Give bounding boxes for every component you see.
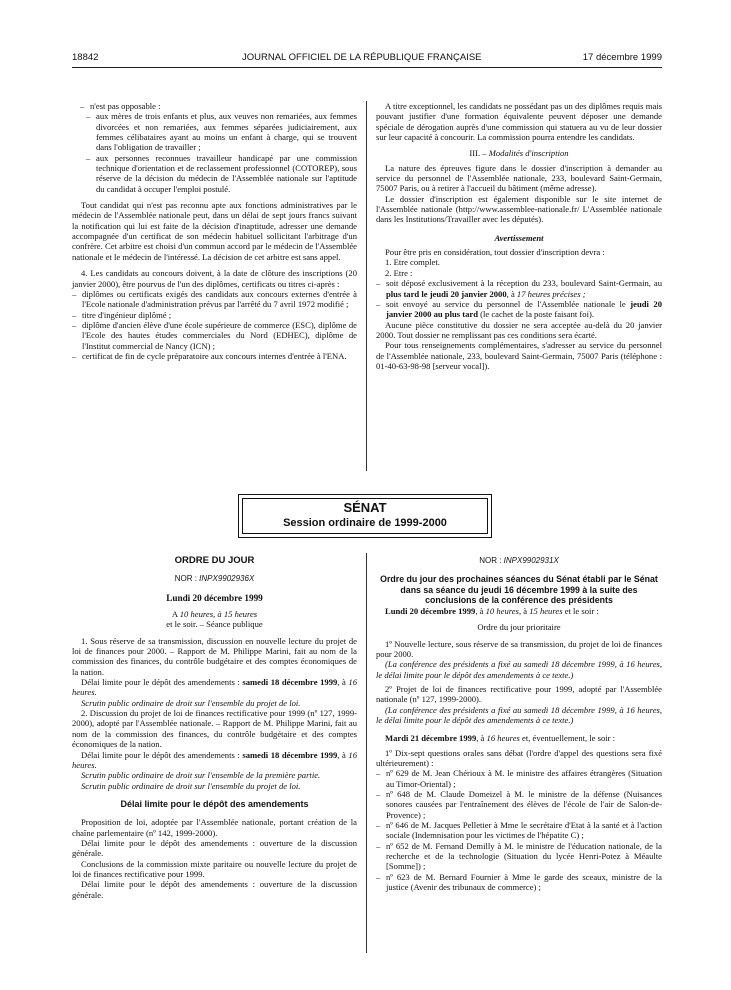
journal-title: JOURNAL OFFICIEL DE LA RÉPUBLIQUE FRANÇAISE [242, 52, 482, 63]
list-item: – aux mères de trois enfants et plus, aux veuves non remariées, aux femmes divorcées et non remariées, aux femmes séparées judiciairement, aux femmes célibataires ayant au moins un enfant à charge, qui se trouvent dans l'obligation de travailler ; [72, 111, 357, 152]
paragraph: 1º Nouvelle lecture, sous réserve de sa transmission, du projet de loi de finances pour 2000. [376, 638, 662, 659]
right-column-bottom [376, 556, 662, 892]
day-heading: Mardi 21 décembre 1999, à 16 heures et, éventuellement, le soir : [385, 733, 616, 744]
list-item: – nº 623 de M. Bernard Fournier à Mme le garde des sceaux, ministre de la justice (Avenir des tribunaux de commerce) ; [376, 872, 662, 893]
paragraph: Aucune pièce constitutive du dossier ne sera acceptée au-delà du 20 janvier 2000. Tout dossier ne remplissant pas ces conditions sera écarté. [376, 319, 662, 340]
ordre-heading: Ordre du jour des prochaines séances du Sénat établi par le Sénat dans sa séance du jeudi 16 décembre 1999 à la suite des conclusions de la conférence des présidents [380, 574, 658, 606]
paragraph: Pour tous renseignements complémentaires, s'adresser au service du personnel de l'Assemblée nationale, 233, boulevard Saint-Germain, 75007 Paris (téléphone : 01-40-63-98-98 [serveur vocal]). [376, 340, 662, 371]
list-item: – diplômes ou certificats exigés des candidats aux concours externes d'entrée à l'Ecole nationale d'administration prévus par l'arrêté du 7 avril 1972 modifié ; [72, 289, 357, 310]
column-divider-bottom [366, 553, 367, 953]
list-item: – nº 648 de M. Claude Domeizel à M. le ministre de la défense (Nuisances sonores causées par l'entraînement des élèves de l'école de l'air de Salon-de-Provence) ; [376, 789, 662, 820]
page-number: 18842 [72, 52, 99, 63]
paragraph: Conclusions de la commission mixte paritaire ou nouvelle lecture du projet de loi de finances rectificative pour 1999. [72, 858, 357, 879]
header-date: 17 décembre 1999 [582, 52, 662, 63]
paragraph: La nature des épreuves figure dans le dossier d'inscription à demander au service du personnel de l'Assemblée nationale, 233, boulevard Saint-Germain, 75007 Paris, ou à retirer à l'accueil du bâtiment (même adresse). [376, 162, 662, 194]
senat-title: SÉNAT [343, 500, 387, 515]
paragraph: A titre exceptionnel, les candidats ne possédant pas un des diplômes requis mais pouvant justifier d'une formation équivalente peuvent déposer une demande spéciale de dérogation auprès d'une commission qui statuera au vu de leur dossier sur leur capacité à concourir. La commission pourra entendre les candidats. [376, 101, 662, 143]
section-heading: III. – Modalités d'inscription [469, 148, 569, 159]
right-column-top [376, 101, 662, 371]
nor-reference: NOR : INPX9902931X [479, 556, 559, 565]
paragraph: Le dossier d'inscription est également disponible sur le site internet de l'Assemblée nationale (http://www.assemblee-nationale.fr/ L'Assemblée nationale dans les Institutions/Travailler avec les députés). [376, 193, 662, 225]
delai-heading: Délai limite pour le dépôt des amendements [120, 798, 309, 809]
list-item: – soit envoyé au service du personnel de l'Assemblée nationale le jeudi 20 janvier 2000 au plus tard (le cachet de la poste faisant foi). [376, 299, 662, 320]
header-rule [72, 67, 662, 68]
page-header [72, 52, 662, 66]
list-item: – nº 629 de M. Jean Chérioux à M. le ministre des affaires étrangères (Situation au Timor-Oriental) ; [376, 768, 662, 789]
day-heading: Lundi 20 décembre 1999 [166, 592, 263, 603]
day-heading: Lundi 20 décembre 1999, à 10 heures, à 15 heures et le soir : [385, 605, 599, 616]
paragraph: Délai limite pour le dépôt des amendements : ouverture de la discussion générale. [72, 879, 357, 900]
list-item: – nº 652 de M. Fernand Demilly à M. le ministre de l'éducation nationale, de la recherche et de la technologie (Situation du lycée Henri-Potez à Méaulte [Somme]) ; [376, 841, 662, 872]
paragraph: Pour être pris en considération, tout dossier d'inscription devra : [385, 247, 605, 258]
list-item: – n'est pas opposable : [80, 101, 357, 111]
paragraph: Proposition de loi, adoptée par l'Assemblée nationale, portant création de la chaîne parlementaire (nº 142, 1999-2000). [72, 817, 357, 838]
session-type: et le soir. – Séance publique [166, 619, 263, 630]
column-divider-top [366, 101, 367, 471]
paragraph: (La conférence des présidents a fixé au samedi 18 décembre 1999, à 16 heures, le délai limite pour le dépôt des amendements à ce texte.) [376, 659, 662, 680]
agenda-item: 2. Discussion du projet de loi de finances rectificative pour 1999 (nº 127, 1999-2000), adopté par l'Assemblée nationale. – Rapport de M. Philippe Marini, fait au nom de la commission des finances, du contrôle budgétaire et des comptes économiques de la nation. [72, 708, 357, 750]
avertissement-heading: Avertissement [494, 232, 544, 243]
paragraph: 2º Projet de loi de finances rectificative pour 1999, adopté par l'Assemblée nationale (nº 127, 1999-2000). [376, 683, 662, 705]
list-item: – diplôme d'ancien élève d'une école supérieure de commerce (ESC), diplôme de l'Ecole des hautes études commerciales du Nord (EDHEC), diplôme de l'Institut commercial de Nancy (ICN) ; [72, 320, 357, 351]
paragraph: Délai limite pour le dépôt des amendements : samedi 18 décembre 1999, à 16 heures. [72, 677, 357, 698]
paragraph: Scrutin public ordinaire de droit sur l'ensemble du projet de loi. [81, 780, 301, 791]
list-item: – aux personnes reconnues travailleur handicapé par une commission technique d'orientation et de reclassement professionnel (COTOREP), sous réserve de la décision du médecin de l'Assemblée nationale sur l'aptitude du candidat à occuper l'emploi postulé. [72, 153, 357, 194]
paragraph: Scrutin public ordinaire de droit sur l'ensemble du projet de loi. [81, 697, 301, 708]
session-time: A 10 heures, à 15 heures [171, 609, 258, 620]
list-item: – certificat de fin de cycle préparatoire aux concours internes d'entrée à l'ENA. [72, 351, 357, 361]
senat-title-box [238, 494, 492, 538]
paragraph: Délai limite pour le dépôt des amendements : samedi 18 décembre 1999, à 16 heures. [72, 749, 357, 770]
paragraph: Tout candidat qui n'est pas reconnu apte aux fonctions administratives par le médecin de l'Assemblée nationale peut, dans un délai de sept jours francs suivant la notification qui lui est faite de la décision d'inaptitude, adresser une demande accompagnée d'un certificat de son médecin habituel sollicitant l'arbitrage d'un confrère. Cet arbitre est choisi d'un commun accord par le médecin de l'Assemblée nationale et le médecin de l'intéressé. La décision de cet arbitre est sans appel. [72, 200, 357, 262]
list-item: – nº 646 de M. Jacques Pelletier à Mme le secrétaire d'Etat à la santé et à l'action sociale (Indemnisation pour les victimes de l'hépatite C) ; [376, 820, 662, 841]
paragraph: (La conférence des présidents a fixé au samedi 18 décembre 1999, à 16 heures, le délai limite pour le dépôt des amendements à ce texte.) [376, 704, 662, 725]
left-column-top [72, 101, 357, 361]
paragraph: Délai limite pour le dépôt des amendements : ouverture de la discussion générale. [72, 837, 357, 859]
paragraph: 1. Etre complet. [385, 257, 440, 268]
session-title: Session ordinaire de 1999-2000 [283, 517, 447, 529]
paragraph: Scrutin public ordinaire de droit sur l'ensemble de la première partie. [81, 770, 321, 781]
list-item: – titre d'ingénieur diplômé ; [72, 310, 357, 320]
prioritaire-heading: Ordre du jour prioritaire [477, 622, 561, 633]
nor-reference: NOR : INPX9902936X [174, 574, 255, 584]
list-item: – soit déposé exclusivement à la réception du 233, boulevard Saint-Germain, au plus tard le jeudi 20 janvier 2000, à 17 heures précises ; [376, 278, 662, 299]
agenda-item: 1. Sous réserve de sa transmission, discussion en nouvelle lecture du projet de loi de finances pour 2000. – Rapport de M. Philippe Marini, fait au nom de la commission des finances, du contrôle budgétaire et des comptes économiques de la nation. [72, 635, 357, 677]
paragraph: 4. Les candidats au concours doivent, à la date de clôture des inscriptions (20 janvier 2000), être pourvus de l'un des diplômes, certificats ou titres ci-après : [72, 268, 357, 289]
paragraph: 2. Etre : [385, 267, 413, 278]
paragraph: 1º Dix-sept questions orales sans débat (l'ordre d'appel des questions sera fixé ultérieurement) : [376, 747, 662, 768]
ordre-du-jour-heading: ORDRE DU JOUR [174, 555, 255, 566]
left-column-bottom [72, 556, 357, 900]
